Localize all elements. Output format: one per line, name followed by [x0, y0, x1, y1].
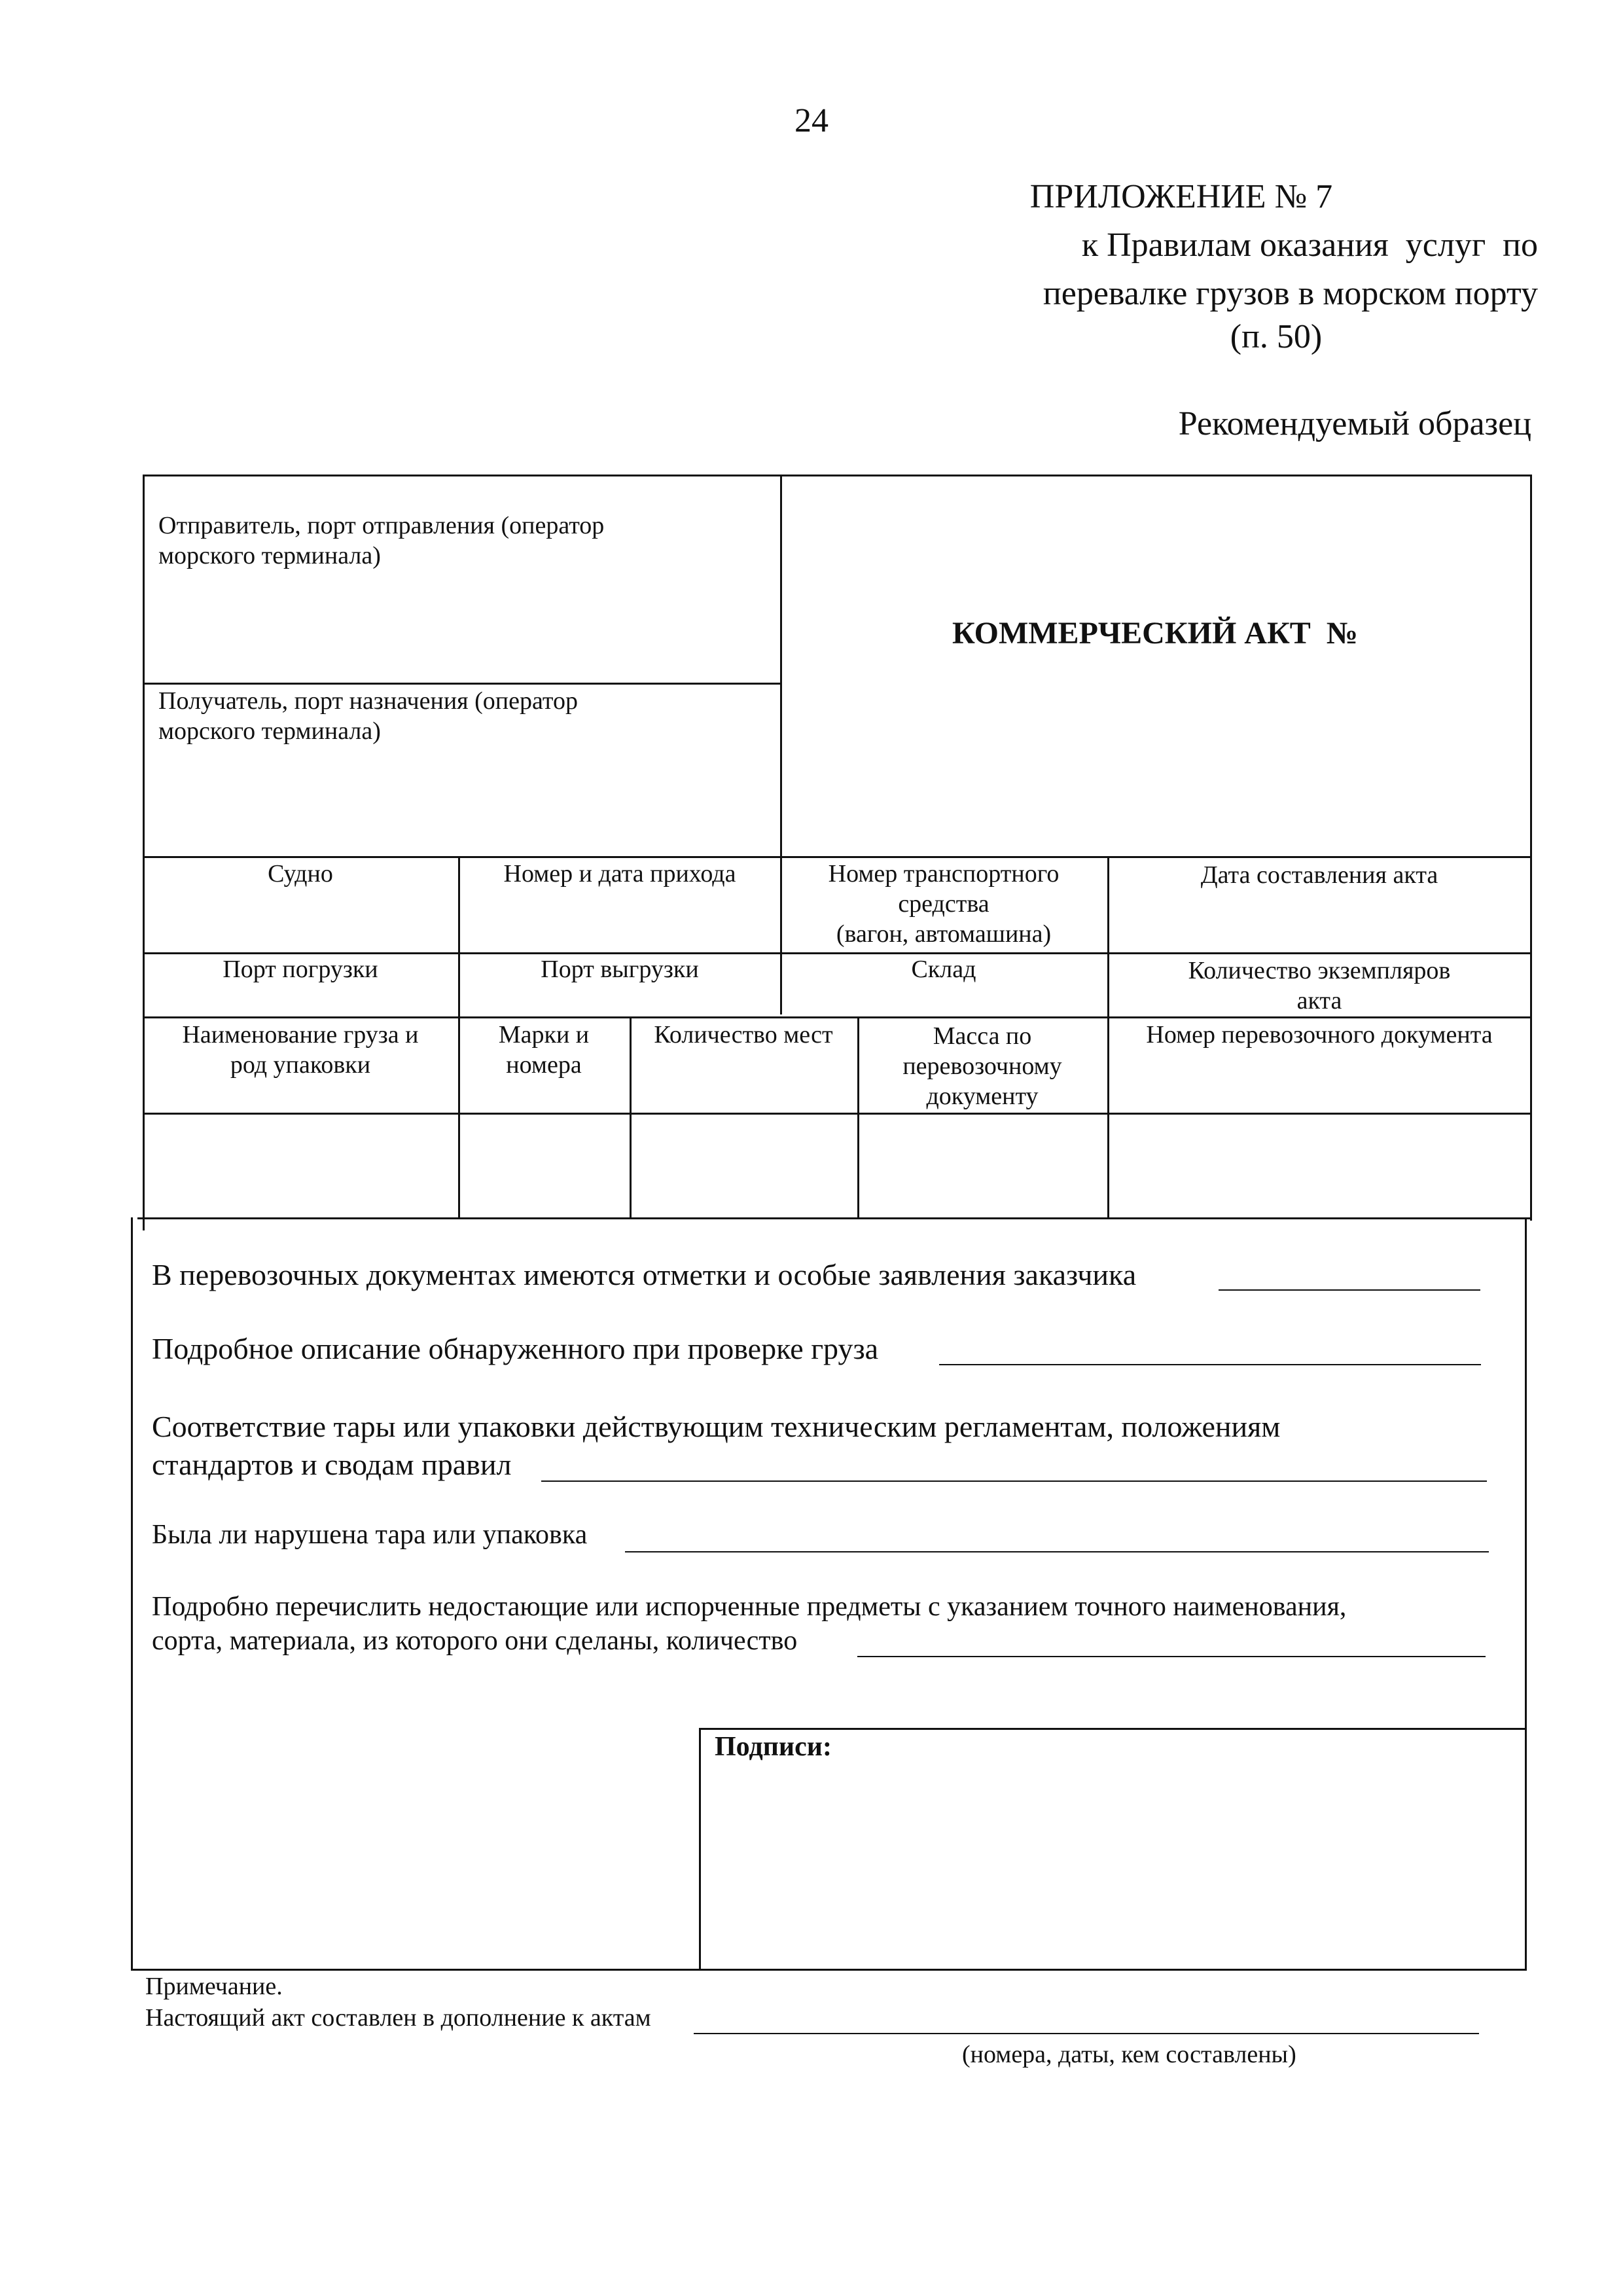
pieces-header: Количество мест	[654, 1021, 833, 1049]
recommended-sample: Рекомендуемый образец	[1178, 405, 1531, 442]
cargo-header: Наименование груза и род упаковки	[182, 1021, 419, 1079]
note-line	[694, 2033, 1479, 2034]
date-header: Дата составления акта	[1200, 861, 1438, 889]
loading-port-header: Порт погрузки	[223, 956, 378, 983]
appendix-title: ПРИЛОЖЕНИЕ № 7	[1029, 178, 1333, 215]
act-title: КОММЕРЧЕСКИЙ АКТ №	[952, 616, 1358, 651]
doc-number-header: Номер перевозочного документа	[1146, 1021, 1493, 1049]
unloading-port-header: Порт выгрузки	[541, 956, 699, 983]
marks-header: Марки и номера	[498, 1021, 590, 1079]
arrival-header: Номер и дата прихода	[503, 860, 736, 888]
statement-missing-l1: Подробно перечислить недостающие или испорченные предметы с указанием точного наименования,	[152, 1592, 1347, 1622]
sender-label: Отправитель, порт отправления (оператор морского терминала)	[158, 512, 605, 569]
statement-remarks-line	[1219, 1289, 1480, 1291]
receiver-label: Получатель, порт назначения (оператор морского терминала)	[158, 687, 578, 745]
appendix-line2: перевалке грузов в морском порту	[1043, 275, 1538, 312]
note-text: Настоящий акт составлен в дополнение к актам	[145, 2004, 651, 2032]
appendix-line3: (п. 50)	[1230, 318, 1323, 355]
statement-remarks: В перевозочных документах имеются отметки и особые заявления заказчика	[152, 1258, 1137, 1291]
note-caption: (номера, даты, кем составлены)	[962, 2041, 1296, 2068]
appendix-line1: к Правилам оказания услуг по	[1081, 226, 1538, 264]
page-number: 24	[794, 102, 829, 139]
statement-damaged: Была ли нарушена тара или упаковка	[152, 1520, 588, 1550]
signatures-label: Подписи:	[715, 1732, 832, 1762]
statement-packaging-l1: Соответствие тары или упаковки действующим техническим регламентам, положениям	[152, 1410, 1281, 1443]
statement-description: Подробное описание обнаруженного при проверке груза	[152, 1332, 879, 1365]
statement-packaging-l2: стандартов и сводам правил	[152, 1448, 512, 1481]
copies-header: Количество экземпляров акта	[1188, 957, 1451, 1014]
warehouse-header: Склад	[911, 956, 976, 983]
statement-missing-line	[857, 1656, 1486, 1657]
statement-description-line	[939, 1364, 1481, 1365]
note-title: Примечание.	[145, 1973, 283, 2000]
transport-header: Номер транспортного средства (вагон, автомашина)	[828, 860, 1060, 948]
statement-packaging-line	[541, 1480, 1487, 1482]
mass-header: Масса по перевозочному документу	[902, 1022, 1062, 1110]
statement-missing-l2: сорта, материала, из которого они сделаны, количество	[152, 1626, 798, 1656]
vessel-header: Судно	[268, 860, 333, 888]
statement-damaged-line	[625, 1551, 1489, 1552]
